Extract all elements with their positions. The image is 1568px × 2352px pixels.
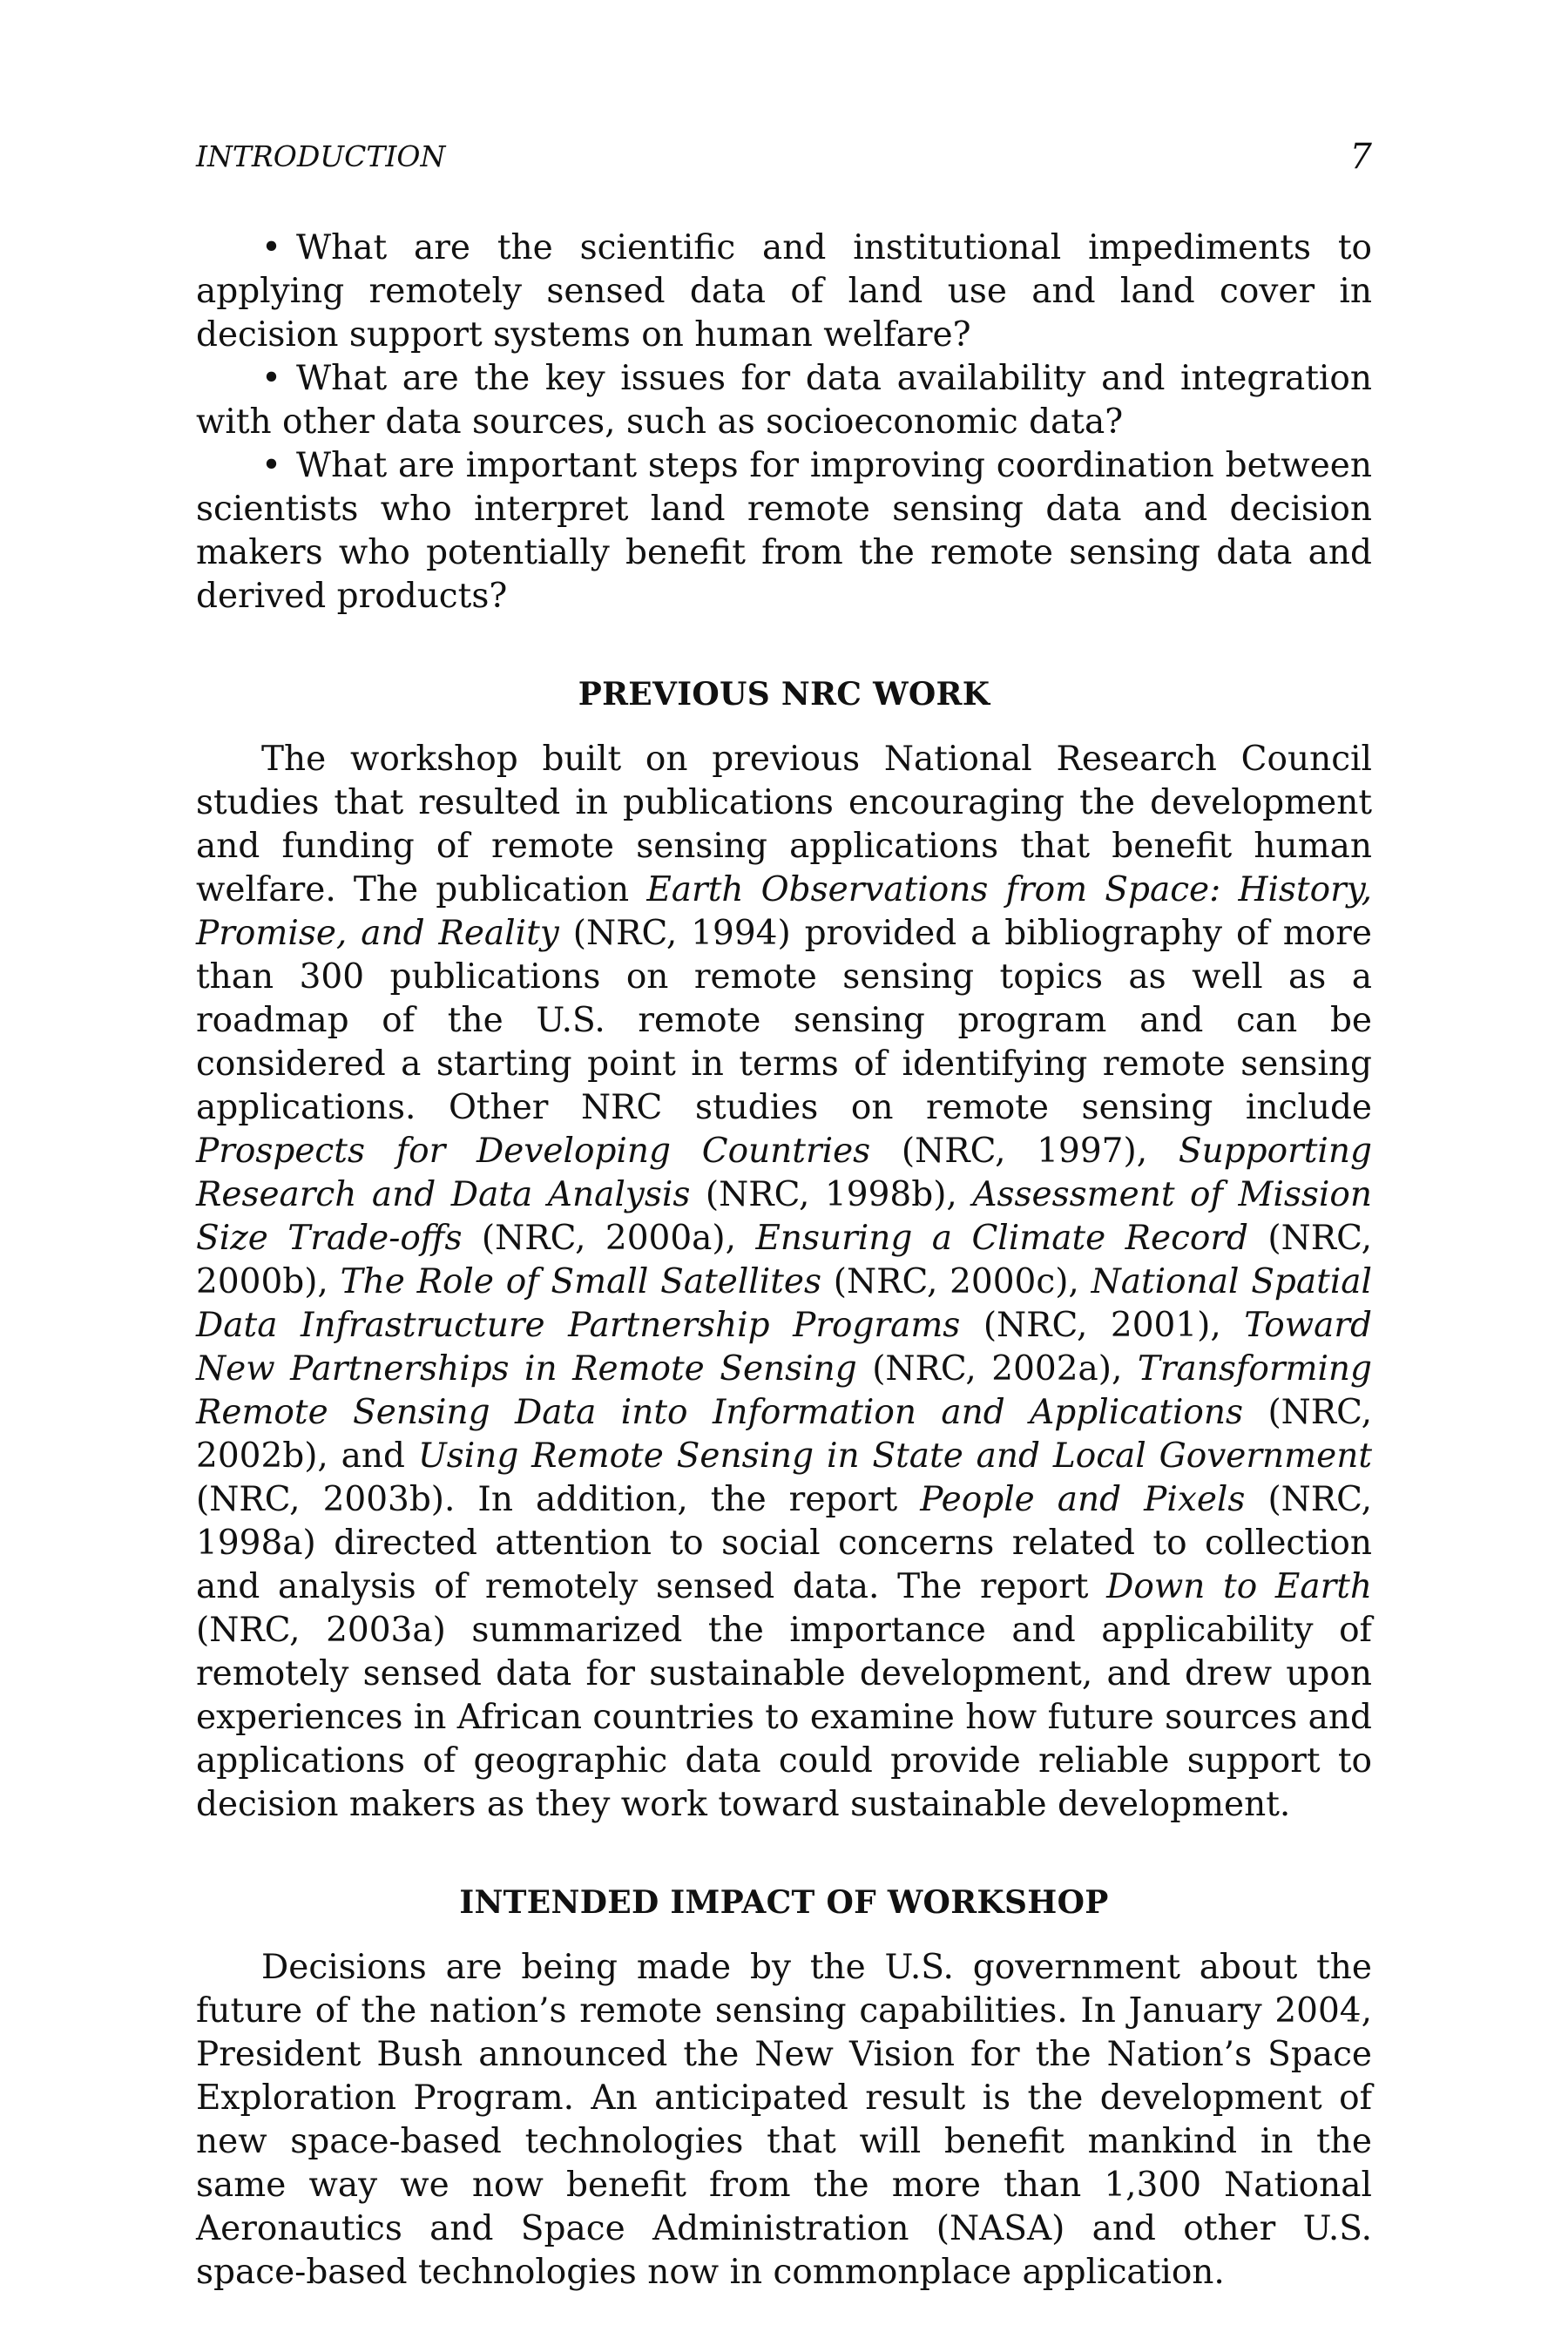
text-run: The workshop built on previous National Research Council studies that resulted in publications encouraging the development and funding of remote sensing applications that benefit human welfare. The publication xyxy=(196,740,1372,909)
text-run: (NRC, 2000b), xyxy=(196,1219,1372,1301)
list-item xyxy=(196,357,1372,444)
section-heading-previous-nrc-work: PREVIOUS NRC WORK xyxy=(578,676,990,713)
document-page xyxy=(196,131,1372,2295)
bullet-icon: • xyxy=(261,359,282,398)
page-number: 7 xyxy=(1349,137,1372,177)
text-run: (NRC, 2001), xyxy=(960,1306,1245,1345)
list-item-text: What are important steps for improving coordination between scientists who interpret land remote sensing data and decision makers who potentially benefit from the remote sensing data and derived products? xyxy=(196,446,1372,616)
bullet-icon: • xyxy=(261,446,282,485)
question-list xyxy=(196,226,1372,618)
publication-title: The Role of Small Satellites xyxy=(340,1262,822,1301)
running-header xyxy=(196,131,1372,183)
publication-title: Supporting Research and Data Analysis xyxy=(196,1132,1372,1214)
text-run: (NRC, 2002b), and xyxy=(196,1393,1373,1476)
publication-title: Earth Observations from Space: History, Promise, and Reality xyxy=(196,870,1372,953)
publication-title: Transforming Remote Sensing Data into Information and Applications xyxy=(196,1349,1372,1432)
list-item-text: What are the key issues for data availability and integration with other data sources, such as socioeconomic data? xyxy=(196,359,1372,442)
text-run: (NRC, 1998a) directed attention to social concerns related to collection and analysis of remotely sensed data. The report xyxy=(196,1480,1372,1606)
paragraph-previous-nrc-work xyxy=(196,738,1372,1827)
list-item xyxy=(196,226,1372,357)
text-run: (NRC, 1998b), xyxy=(690,1175,973,1214)
text-run: (NRC, 2003a) summarized the importance and applicability of remotely sensed data for sustainable development, and drew upon experiences in African countries to examine how future sources and applications of geographic data could provide reliable support to decision makers as they work toward sustainable development. xyxy=(196,1611,1372,1824)
publication-title: Using Remote Sensing in State and Local Government xyxy=(417,1436,1372,1476)
publication-title: Assessment of Mission Size Trade-offs xyxy=(196,1175,1372,1258)
section-heading-intended-impact: INTENDED IMPACT OF WORKSHOP xyxy=(459,1884,1109,1921)
publication-title: Ensuring a Climate Record xyxy=(755,1219,1249,1258)
text-run: (NRC, 2000c), xyxy=(821,1262,1092,1301)
publication-title: National Spatial Data Infrastructure Partnership Programs xyxy=(196,1262,1373,1345)
running-title: INTRODUCTION xyxy=(196,139,446,173)
text-run: (NRC, 1994) provided a bibliography of more than 300 publications on remote sensing topics as well as a roadmap of the U.S. remote sensing program and can be considered a starting point in terms of identifying remote sensing applications. Other NRC studies on remote sensing include xyxy=(196,914,1372,1127)
publication-title: Down to Earth xyxy=(1106,1567,1373,1606)
text-run: (NRC, 2000a), xyxy=(462,1219,756,1258)
list-item xyxy=(196,444,1372,618)
text-run: (NRC, 2003b). In addition, the report xyxy=(196,1480,921,1519)
text-run: (NRC, 2002a), xyxy=(856,1349,1138,1389)
list-item-text: What are the scientific and institutional impediments to applying remotely sensed data of land use and land cover in decision support systems on human welfare? xyxy=(196,228,1372,355)
bullet-icon: • xyxy=(261,228,282,267)
publication-title: Toward New Partnerships in Remote Sensing xyxy=(196,1306,1372,1389)
publication-title: People and Pixels xyxy=(920,1480,1246,1519)
publication-title: Prospects for Developing Countries xyxy=(196,1132,871,1171)
text-run: (NRC, 1997), xyxy=(870,1132,1179,1171)
paragraph-intended-impact: Decisions are being made by the U.S. government about the future of the nation’s remote sensing capabilities. In January 2004, President Bush announced the New Vision for the Nation’s Space Exploration Program. An anticipated result is the development of new space-based technologies that will benefit mankind in the same way we now benefit from the more than 1,300 National Aeronautics and Space Administration (NASA) and other U.S. space-based technologies now in commonplace application. xyxy=(196,1948,1372,2292)
